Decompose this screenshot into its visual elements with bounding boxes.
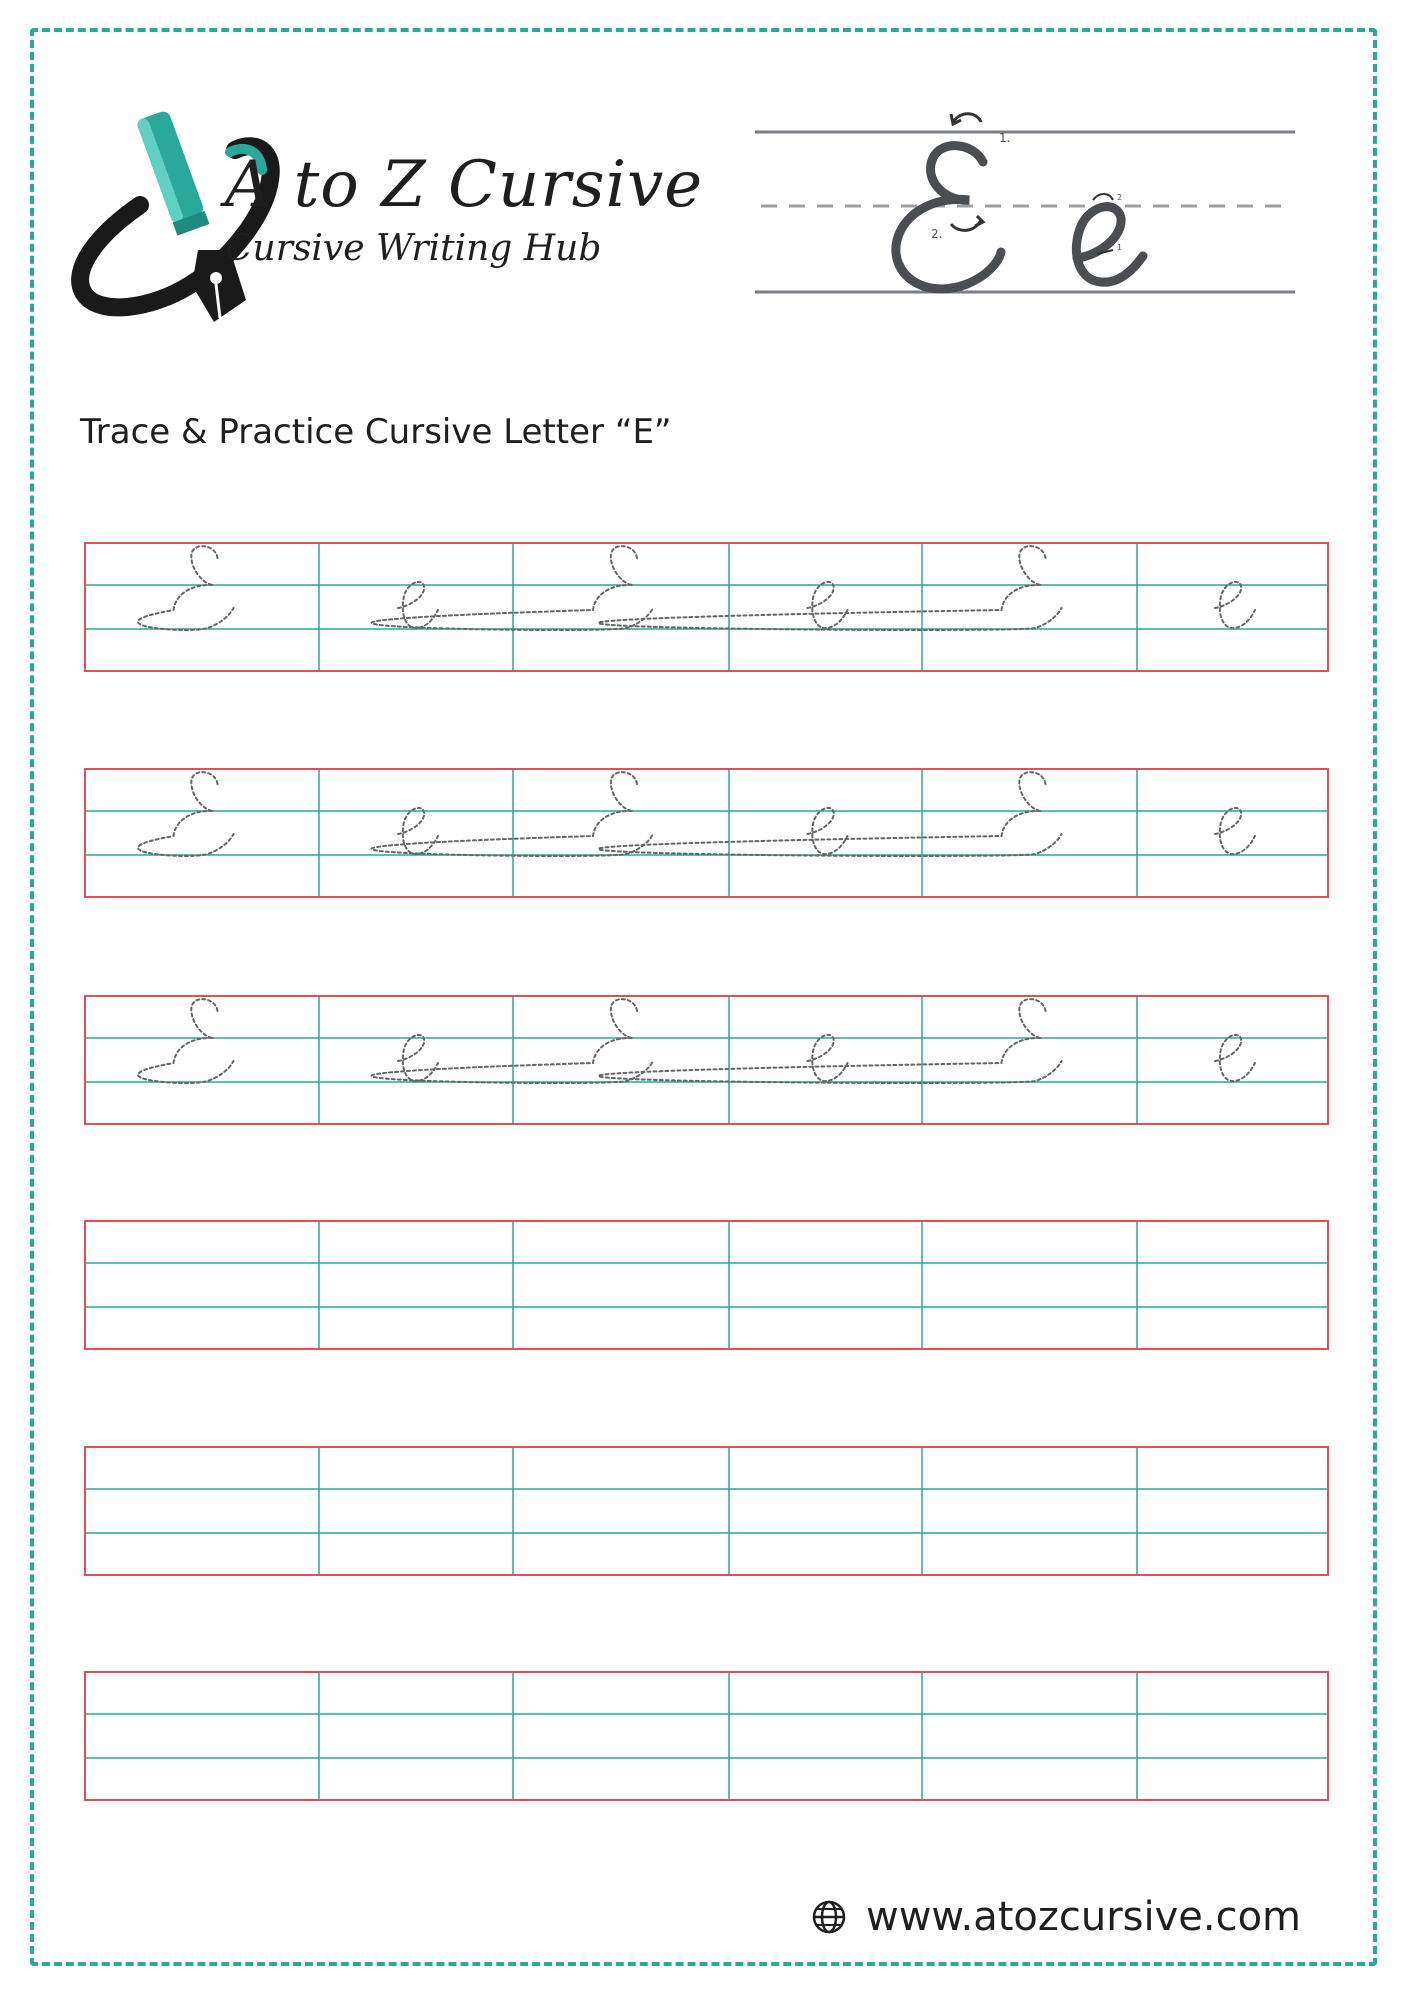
row-outline	[85, 1447, 1328, 1575]
trace-capital-e	[371, 546, 653, 630]
trace-capital-e	[371, 999, 653, 1083]
trace-capital-e	[598, 772, 1061, 856]
trace-lowercase-e	[808, 1035, 848, 1081]
trace-row-2[interactable]	[84, 768, 1329, 898]
trace-lowercase-e	[808, 582, 848, 628]
trace-lowercase-e	[398, 582, 438, 628]
trace-capital-e	[598, 546, 1061, 630]
demo-capital-e	[896, 146, 1001, 289]
demo-lower-step-2: 2	[1117, 193, 1123, 202]
row-outline	[85, 996, 1328, 1124]
trace-capital-e	[371, 772, 653, 856]
trace-row-1[interactable]	[84, 542, 1329, 672]
trace-capital-e	[138, 999, 234, 1083]
trace-capital-e	[138, 772, 234, 856]
row-outline	[85, 1221, 1328, 1349]
trace-lowercase-e	[1215, 808, 1255, 854]
trace-capital-e	[138, 546, 234, 630]
practice-row-3[interactable]	[84, 1671, 1329, 1801]
brand-title: A to Z Cursive	[225, 148, 704, 222]
trace-lowercase-e	[1215, 1035, 1255, 1081]
globe-icon	[810, 1898, 848, 1936]
trace-capital-e	[598, 999, 1061, 1083]
demo-step-2: 2.	[931, 227, 943, 241]
trace-lowercase-e	[398, 1035, 438, 1081]
demo-lower-step-1: 1	[1117, 243, 1123, 252]
trace-lowercase-e	[1215, 582, 1255, 628]
stroke-order-demo	[755, 100, 1315, 310]
practice-row-1[interactable]	[84, 1220, 1329, 1350]
brand-subtitle: Cursive Writing Hub	[225, 228, 602, 269]
demo-step-1: 1.	[999, 131, 1011, 145]
trace-lowercase-e	[808, 808, 848, 854]
row-outline	[85, 543, 1328, 671]
row-outline	[85, 769, 1328, 897]
website-link[interactable]: www.atozcursive.com	[866, 1894, 1302, 1940]
practice-row-2[interactable]	[84, 1446, 1329, 1576]
trace-row-3[interactable]	[84, 995, 1329, 1125]
trace-lowercase-e	[398, 808, 438, 854]
worksheet-heading: Trace & Practice Cursive Letter “E”	[80, 412, 672, 452]
demo-lowercase-e	[1076, 207, 1143, 283]
row-outline	[85, 1672, 1328, 1800]
